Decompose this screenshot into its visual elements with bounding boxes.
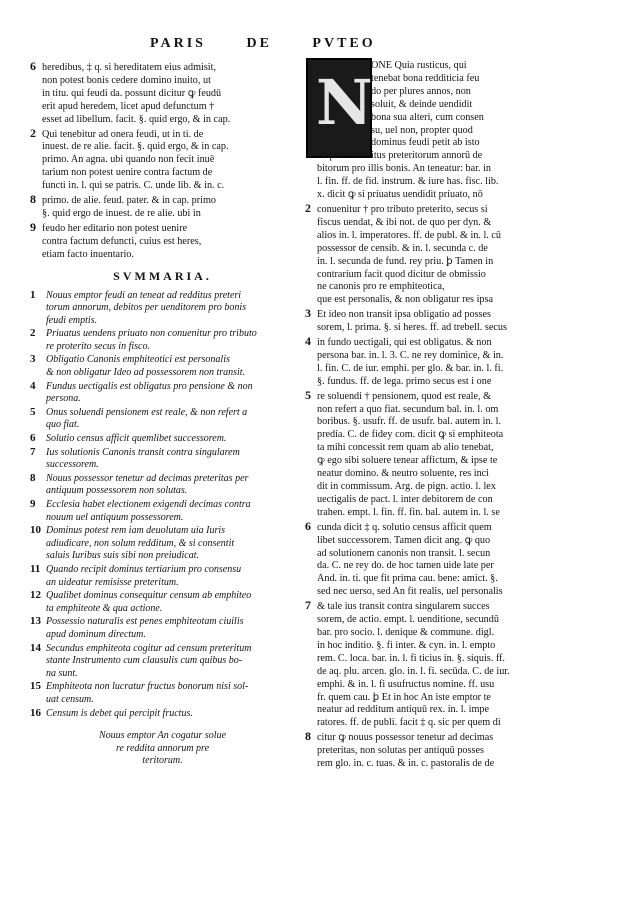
- text-line: [305, 230, 595, 243]
- line-text: in fundo uectigali, qui est obligatus. & non: [317, 337, 492, 349]
- text-line: [305, 548, 595, 561]
- summary-number: 11: [30, 562, 41, 575]
- text-line: [305, 442, 595, 455]
- summary-text: Onus soluendi pensionem est reale, & non refert a: [46, 406, 248, 418]
- running-header: [150, 36, 410, 52]
- line-text: sorem, de actio. empt. l. uenditione, secundū: [317, 614, 499, 626]
- line-text: inuest. de re alie. facit. §. quid ergo, & in cap.: [42, 141, 229, 153]
- summary-continuation: adiudicare, non solum redditum, & si consentit: [46, 537, 235, 549]
- text-line: [30, 141, 295, 154]
- summary-text: Censum is debet qui percipit fructus.: [46, 707, 193, 719]
- text-line: [305, 202, 595, 217]
- line-text: esset ad libellum. facit. §. quid ergo, & in cap.: [42, 113, 231, 125]
- summary-item: [30, 289, 295, 303]
- line-text: Qui tenebitur ad onera feudi, ut in ti. de: [42, 128, 204, 140]
- summary-item: [30, 406, 295, 420]
- line-text: heredibus, ‡ q. si hereditatem eius admisit,: [42, 62, 216, 73]
- margin-number: 8: [30, 193, 36, 207]
- text-line: [305, 376, 595, 389]
- summary-text: Ius solutionis Canonis transit contra singularem: [46, 446, 240, 458]
- closing-rubric: [30, 730, 295, 767]
- line-text: citur ꝙ nouus possessor tenetur ad decimas: [317, 732, 494, 744]
- summary-continuation: re proterito secus in fisco.: [46, 340, 150, 352]
- summary-text: Obligatio Canonis emphiteotici est personalis: [46, 354, 230, 366]
- line-text: ne canonis pro re emphiteotica,: [317, 281, 445, 293]
- text-line: [305, 217, 595, 230]
- line-text: erit apud heredem, licet apud defunctum †: [42, 100, 215, 112]
- line-text: ta mihi concessit rem quam ab alio tenebat,: [317, 442, 494, 454]
- margin-number: 2: [305, 201, 311, 215]
- text-line: [305, 468, 595, 481]
- left-column: [30, 60, 295, 767]
- summary-text: Qualibet dominus consequitur censum ab emphiteo: [46, 590, 252, 602]
- text-line: [305, 243, 595, 256]
- summary-text: Dominus potest rem iam deuolutam uia Iuris: [46, 525, 226, 537]
- text-line: [305, 704, 595, 717]
- summary-continuation: apud dominum directum.: [46, 628, 146, 640]
- summary-item: [30, 563, 295, 577]
- summary-item: [30, 642, 295, 656]
- text-line: [30, 236, 295, 249]
- text-line: [305, 281, 595, 294]
- line-text: persona bar. in. l. 3. C. ne rey dominice, & in.: [317, 349, 504, 361]
- summary-text: Secundus emphiteota cogitur ad censum preteritum: [46, 642, 252, 654]
- summary-number: 7: [30, 445, 36, 458]
- text-line: [305, 269, 595, 282]
- summary-item: [30, 615, 295, 629]
- summary-continuation: successorem.: [46, 459, 99, 471]
- text-line: [30, 114, 295, 127]
- text-line: [305, 307, 595, 322]
- margin-number: 9: [30, 220, 36, 234]
- summary-item: [30, 524, 295, 538]
- line-text: possessor de censib. & in. l. secunda c. de: [317, 242, 488, 254]
- summary-text: Ecclesia habet electionem exigendi decimas contra: [46, 499, 251, 510]
- line-text: l. fin. C. de iur. emphi. per glo. & bar. in. l. fi.: [317, 362, 504, 374]
- summary-number: 13: [30, 615, 41, 628]
- line-text: §. fundus. ff. de lega. primo secus est i one: [317, 375, 492, 387]
- line-text: in hoc inditio. §. fi inter. & cyn. in. l. empto: [317, 639, 496, 651]
- text-line: [305, 150, 595, 163]
- text-line: [305, 455, 595, 468]
- line-text: contra factum defuncti, cuius est heres,: [42, 235, 202, 247]
- text-line: [305, 653, 595, 666]
- summary-item: [30, 446, 295, 460]
- summary-text: Emphiteota non lucratur fructus bonorum nisi sol-: [46, 681, 249, 693]
- line-text: in titu. qui feudi da. possunt dicitur ꝙ feudū: [42, 87, 222, 99]
- line-text: neatur ad redditum antiquū rex. in. l. impe: [317, 704, 490, 716]
- text-line: [305, 614, 595, 627]
- line-text: & tale ius transit contra singularem succes: [317, 601, 490, 613]
- summary-continuation: persona.: [46, 393, 81, 405]
- text-line: [305, 404, 595, 417]
- text-line: [30, 75, 295, 88]
- summary-text: Quando recipit dominus tertiarium pro consensu: [46, 563, 242, 575]
- text-line: [305, 494, 595, 507]
- summary-number: 2: [30, 327, 36, 340]
- line-text: etiam facto inuentario.: [42, 248, 134, 260]
- line-text: rem glo. in. c. tuas. & in. c. pastoralis de de: [317, 758, 495, 770]
- line-text: ꝙ ego sibi soluere tenear affictum, & ipse te: [317, 455, 498, 467]
- summary-number: 14: [30, 641, 41, 654]
- summary-continuation: feudi emptis.: [46, 314, 98, 326]
- margin-number: 4: [305, 335, 311, 349]
- summary-item: [30, 707, 295, 721]
- line-text: bitorum pro illis bonis. An teneatur: bar. in: [317, 163, 492, 175]
- summary-number: 8: [30, 471, 36, 484]
- text-line: [30, 221, 295, 236]
- margin-number: 6: [305, 519, 311, 533]
- line-text: non refert a quo fiat. secundum bal. in. l. om: [317, 403, 499, 415]
- text-line: [30, 154, 295, 167]
- margin-number: 6: [30, 60, 36, 73]
- text-line: [305, 573, 595, 586]
- summary-continuation: na sunt.: [46, 667, 78, 679]
- summary-number: 15: [30, 680, 41, 693]
- summary-item: [30, 432, 295, 446]
- line-text: l. fin. ff. de fid. instrum. & iure has. fisc. lib.: [317, 176, 499, 188]
- text-line: [305, 294, 595, 307]
- line-text: x. dicit ꝙ si priuatus uendidit priuato, nō: [317, 189, 483, 201]
- summary-continuation: saluis Iuribus suis sibi non preiudicat.: [46, 550, 199, 562]
- summary-continuation: stante Instrumento cum clausulis cum quibus bo-: [46, 655, 243, 667]
- margin-number: 8: [305, 730, 311, 744]
- text-line: [30, 249, 295, 262]
- text-line: [305, 429, 595, 442]
- summary-continuation: torum annorum, debitos per uenditorem pro bonis: [46, 302, 247, 314]
- line-text: trahen. empt. l. fin. ff. fin. bal. autem in. l. se: [317, 506, 500, 518]
- summary-text: Fundus uectigalis est obligatus pro pensione & non: [46, 380, 253, 392]
- line-text: tarium non potest uenire contra factum de: [42, 167, 213, 179]
- line-text: primo. An agna. ubi quando non fecit inuē: [42, 154, 215, 166]
- text-line: [305, 363, 595, 376]
- closing-line: re reddita annorum pre: [115, 742, 210, 754]
- text-line: [305, 520, 595, 535]
- summary-number: 6: [30, 432, 36, 445]
- margin-number: 5: [305, 388, 311, 402]
- text-line: [305, 692, 595, 705]
- line-text: primo. de alie. feud. pater. & in cap. primo: [42, 195, 216, 207]
- closing-line: teritorum.: [142, 754, 183, 766]
- text-line: [305, 189, 595, 202]
- summary-number: 12: [30, 589, 41, 602]
- summary-number: 1: [30, 288, 36, 301]
- summary-number: 5: [30, 405, 36, 418]
- text-line: [305, 679, 595, 692]
- line-text: in. l. secunda de fund. rey priu. ꝧ Tamen in: [317, 255, 494, 267]
- text-line: [305, 586, 595, 599]
- line-text: non potest bonis cedere domino inuito, ut: [42, 74, 211, 86]
- summary-item: [30, 380, 295, 394]
- line-text: fr. quem cau. ꝧ Et in hoc An iste emptor te: [317, 691, 491, 703]
- line-text: sorem, l. prima. §. si heres. ff. ad trebell. secus: [317, 322, 507, 334]
- text-line: [305, 389, 595, 404]
- line-text: preteritas, non solutas per antiquū posses: [317, 745, 484, 757]
- margin-number: 3: [305, 307, 311, 321]
- text-line: [30, 101, 295, 114]
- line-text: conuenitur † pro tributo preterito, secus si: [317, 203, 488, 215]
- line-text: ratores. ff. de publi. facit ‡ q. sic per quem di: [317, 717, 501, 729]
- text-line: [305, 256, 595, 269]
- line-text: dit in commissum. Arg. de pign. actio. l. lex: [317, 481, 496, 492]
- opening-line: su, uel non, propter quod: [371, 124, 473, 136]
- line-text: emptore redditus preteritorum annorū de: [317, 150, 483, 162]
- summary-item: [30, 589, 295, 603]
- text-line: [305, 335, 595, 350]
- line-text: boribus. §. usufr. ff. de usufr. bal. autem in. l.: [317, 416, 502, 428]
- summary-text: Priuatus uendens priuato non conuenitur pro tributo: [46, 328, 257, 340]
- opening-line: soluit, & deinde uendidit: [371, 98, 473, 110]
- text-line: [305, 640, 595, 653]
- line-text: alios in. l. imperatores. ff. de publ. & in. l. cū: [317, 229, 502, 241]
- text-line: [305, 507, 595, 520]
- line-text: predia. C. de fidey com. dicit ꝙ si emphiteota: [317, 429, 504, 441]
- text-line: [305, 163, 595, 176]
- text-line: [305, 322, 595, 335]
- summary-number: 9: [30, 498, 36, 510]
- opening-line: tenebat bona redditicia feu: [371, 72, 480, 84]
- initial-letter: N: [316, 66, 373, 139]
- line-text: que est personalis, & non obligatur res ipsa: [317, 294, 493, 306]
- header-mid: DE: [246, 36, 272, 51]
- line-text: ad solutionem canonis non transit. l. secun: [317, 547, 491, 559]
- line-text: And. in. ti. que fit prima cau. bene: amict. §.: [317, 573, 498, 585]
- margin-number: 2: [30, 126, 36, 140]
- text-line: [30, 88, 295, 101]
- line-text: feudo her editario non potest uenire: [42, 222, 188, 234]
- opening-line: bona sua alteri, cum consen: [371, 111, 484, 123]
- line-text: neatur domino. & neutro soluente, res inci: [317, 468, 490, 480]
- summary-continuation: & non obligatur Ideo ad possessorem non transit.: [46, 367, 246, 379]
- line-text: uectigalis de pact. l. inter debitorem de con: [317, 493, 493, 505]
- opening-line: dominus feudi petit ab isto: [371, 137, 480, 149]
- line-text: functi in. l. qui se patris. C. unde lib. & in. c.: [42, 180, 225, 192]
- line-text: re soluendi † pensionem, quod est reale, &: [317, 390, 491, 402]
- summary-continuation: nouum uel antiquum possessorem.: [46, 511, 184, 523]
- summary-item: [30, 327, 295, 341]
- text-line: [305, 666, 595, 679]
- margin-number: 7: [305, 599, 311, 613]
- summary-continuation: antiquum possessorem non solutas.: [46, 485, 188, 497]
- text-line: [30, 208, 295, 221]
- text-line: [30, 60, 295, 75]
- text-line: [305, 599, 595, 614]
- text-line: [30, 127, 295, 142]
- summary-number: 4: [30, 379, 36, 392]
- text-line: [305, 481, 595, 494]
- text-line: [30, 193, 295, 208]
- summary-continuation: uat censum.: [46, 693, 94, 705]
- text-line: [305, 176, 595, 189]
- line-text: libet successorem. Tamen dicit ang. ꝙ quo: [317, 534, 491, 546]
- text-line: [305, 627, 595, 640]
- line-text: emphi. & in. l. fi usufructus nomine. ff. usu: [317, 678, 495, 690]
- summary-item: [30, 498, 295, 512]
- summary-continuation: quo fiat.: [46, 419, 80, 431]
- text-line: [305, 730, 595, 745]
- summary-item: [30, 472, 295, 486]
- summary-text: Nouus possessor tenetur ad decimas preteritas per: [46, 472, 249, 484]
- summary-item: [30, 680, 295, 694]
- line-text: da. C. ne rey do. de hoc tamen uide late per: [317, 560, 494, 572]
- summary-number: 3: [30, 353, 36, 366]
- summary-text: Nouus emptor feudi an teneat ad redditus preteri: [46, 289, 242, 301]
- summary-number: 10: [30, 524, 41, 537]
- right-column: [305, 60, 595, 771]
- line-text: sed nec uerso, sed An fit realis, uel personalis: [317, 586, 503, 598]
- opening-line: ONE Quia rusticus, qui: [371, 60, 467, 71]
- text-line: [30, 167, 295, 180]
- summary-continuation: ta emphiteote & qua actione.: [46, 602, 163, 614]
- line-text: rem. C. loca. bar. in. l. fi ticius in. §. siquis. ff.: [317, 652, 505, 664]
- line-text: bar. pro socio. l. denique & commune. digl.: [317, 626, 495, 638]
- text-line: [305, 745, 595, 758]
- summary-title: SVMMARIA.: [113, 268, 212, 283]
- header-left: PARIS: [150, 36, 206, 51]
- summary-item: [30, 353, 295, 367]
- text-line: [305, 717, 595, 730]
- summary-text: Possessio naturalis est penes emphiteotam ciuilis: [46, 616, 244, 628]
- text-line: [305, 350, 595, 363]
- line-text: Et ideo non transit ipsa obligatio ad posses: [317, 309, 492, 321]
- line-text: fiscus uendat, & ibi not. de quo per dyn. &: [317, 216, 492, 228]
- text-line: [30, 180, 295, 193]
- text-line: [305, 416, 595, 429]
- text-line: [305, 560, 595, 573]
- line-text: §. quid ergo de inuest. de re alie. ubi in: [42, 207, 201, 219]
- summary-text: Solutio census afficit quemlibet successorem.: [46, 433, 227, 445]
- summary-continuation: an uideatur remisisse preteritum.: [46, 576, 179, 588]
- header-right: PVTEO: [312, 36, 376, 51]
- line-text: de aq. plu. arcen. glo. in. l. fi. secūda. C. de iur.: [317, 665, 510, 677]
- line-text: contrarium facit quod dicitur de obmissio: [317, 268, 486, 280]
- summary-number: 16: [30, 706, 41, 719]
- line-text: cunda dicit ‡ q. solutio census afficit quem: [317, 521, 492, 533]
- opening-line: do per plures annos, non: [371, 85, 471, 97]
- text-line: [305, 535, 595, 548]
- text-line: [305, 758, 595, 771]
- closing-line: Nouus emptor An cogatur solue: [98, 730, 227, 742]
